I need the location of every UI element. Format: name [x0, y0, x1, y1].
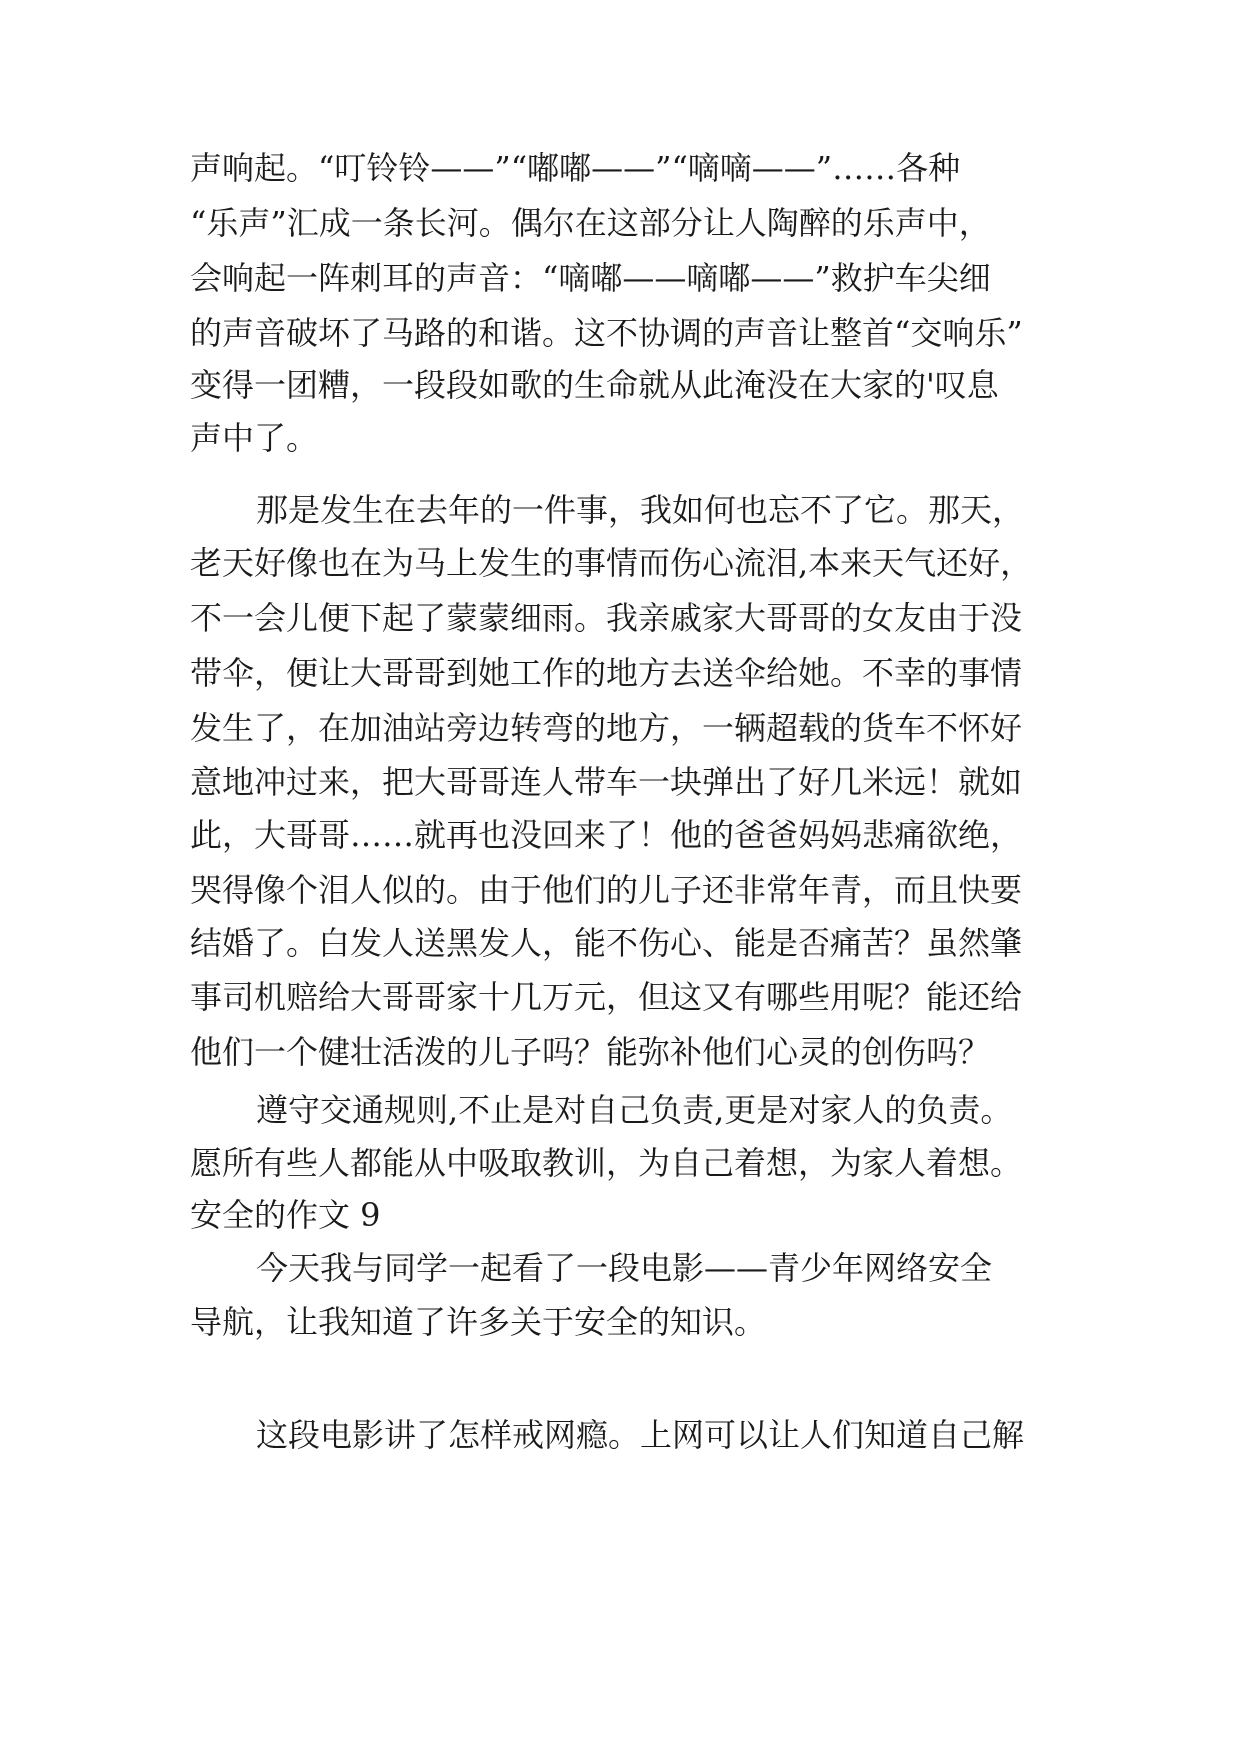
text-line: 老天好像也在为马上发生的事情而伤心流泪,本来天气还好，	[190, 544, 1033, 582]
text-line: 的声音破坏了马路的和谐。这不协调的声音让整首“交响乐”	[190, 314, 1023, 352]
text-line: 意地冲过来，把大哥哥连人带车一块弹出了好几米远！就如	[190, 763, 1023, 801]
text-line: 哭得像个泪人似的。由于他们的儿子还非常年青，而且快要	[190, 871, 1023, 909]
text-line: 会响起一阵刺耳的声音：“嘀嘟——嘀嘟——”救护车尖细	[190, 259, 991, 297]
paragraph-first-line: 那是发生在去年的一件事，我如何也忘不了它。那天，	[256, 491, 1025, 529]
text-line: 声中了。	[190, 419, 319, 457]
text-line: 变得一团糟，一段段如歌的生命就从此淹没在大家的'叹息	[190, 366, 999, 404]
text-line: 此，大哥哥……就再也没回来了！他的爸爸妈妈悲痛欲绝，	[190, 816, 1023, 854]
text-line: 不一会儿便下起了蒙蒙细雨。我亲戚家大哥哥的女友由于没	[190, 599, 1023, 637]
section-heading: 安全的作文 9	[190, 1196, 381, 1234]
paragraph-first-line: 这段电影讲了怎样戒网瘾。上网可以让人们知道自己解	[256, 1416, 1025, 1454]
text-line: 结婚了。白发人送黑发人，能不伤心、能是否痛苦？虽然肇	[190, 924, 1023, 962]
text-line: 声响起。“叮铃铃——”“嘟嘟——”“嘀嘀——”……各种	[190, 149, 961, 187]
text-line: 带伞，便让大哥哥到她工作的地方去送伞给她。不幸的事情	[190, 654, 1023, 692]
text-line: 愿所有些人都能从中吸取教训，为自己着想，为家人着想。	[190, 1144, 1023, 1182]
text-line: 事司机赔给大哥哥家十几万元，但这又有哪些用呢？能还给	[190, 978, 1023, 1016]
text-line: 导航，让我知道了许多关于安全的知识。	[190, 1303, 767, 1341]
text-line: “乐声”汇成一条长河。偶尔在这部分让人陶醉的乐声中，	[190, 204, 991, 242]
paragraph-first-line: 今天我与同学一起看了一段电影——青少年网络安全	[256, 1249, 993, 1287]
text-line: 他们一个健壮活泼的儿子吗？能弥补他们心灵的创伤吗？	[190, 1033, 991, 1071]
paragraph-first-line: 遵守交通规则,不止是对自己负责,更是对家人的负责。	[256, 1091, 1013, 1129]
text-line: 发生了，在加油站旁边转弯的地方，一辆超载的货车不怀好	[190, 709, 1023, 747]
